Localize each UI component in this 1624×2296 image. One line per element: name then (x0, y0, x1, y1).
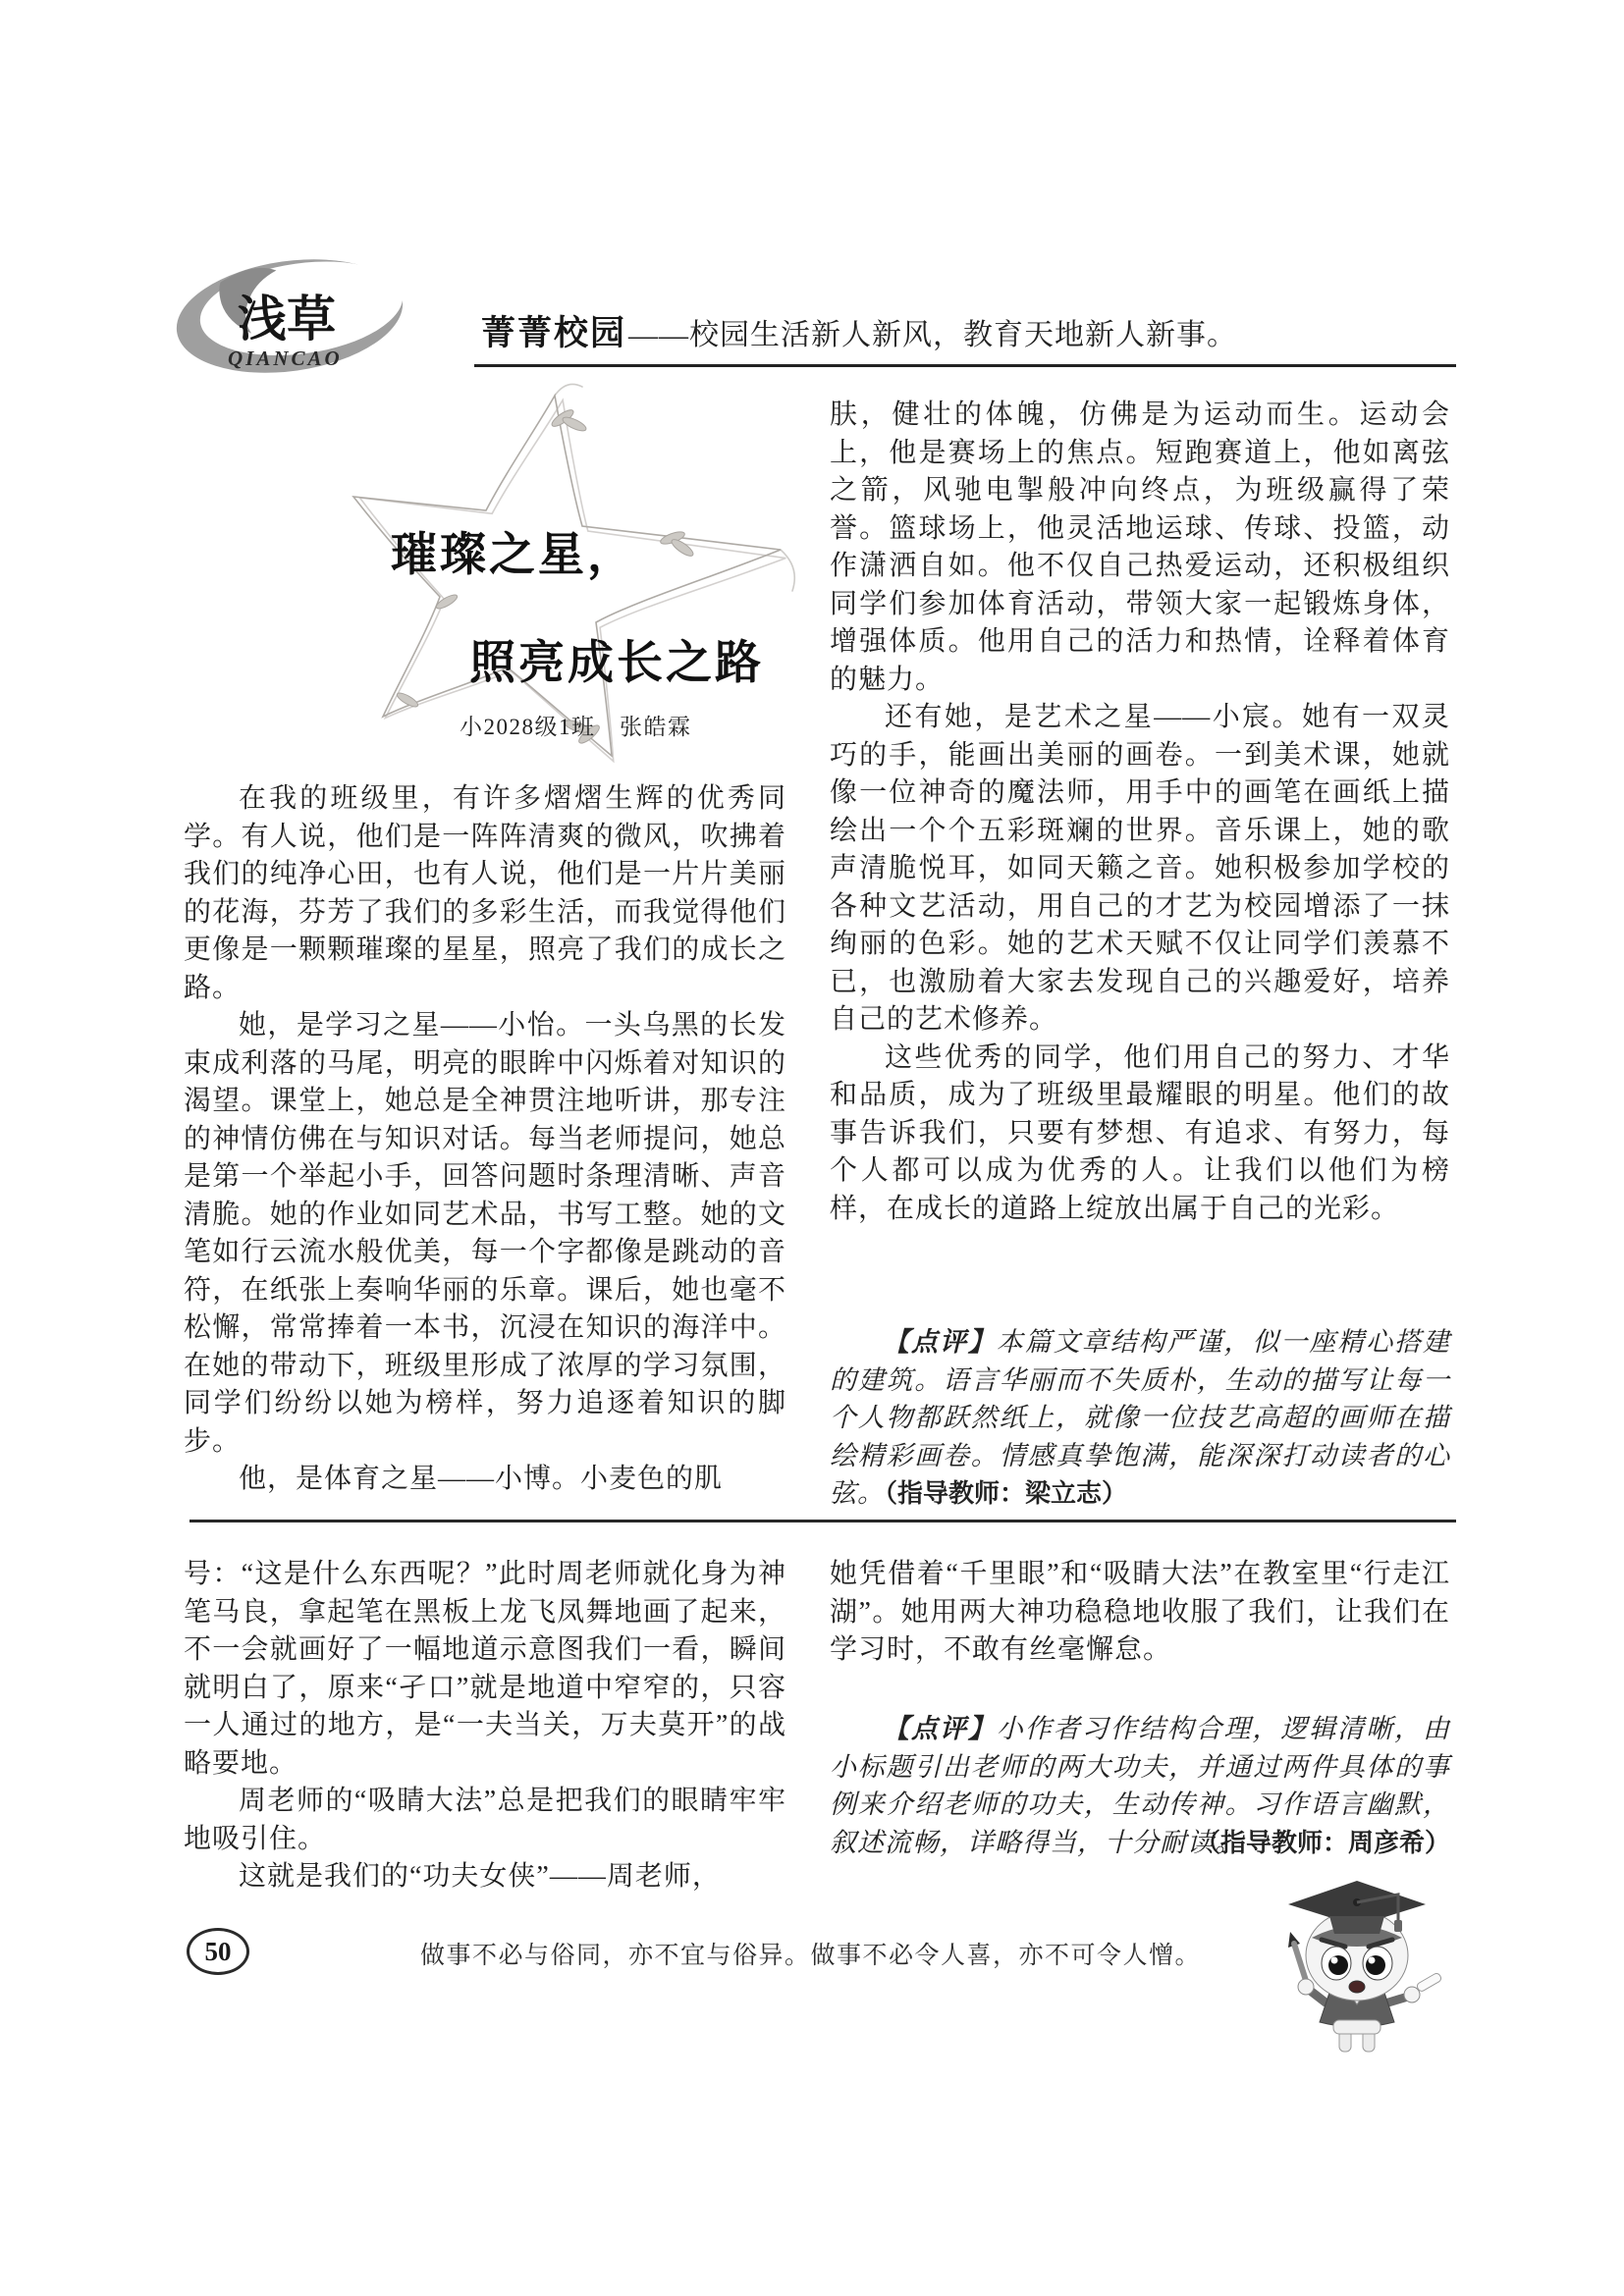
section-header (481, 306, 1463, 355)
qiancao-logo (167, 255, 422, 388)
article1-right-column (830, 397, 1450, 1228)
article-title-line2: 照亮成长之路 (469, 638, 764, 689)
paragraph: 在我的班级里，有许多熠熠生辉的优秀同学。有人说，他们是一阵阵清爽的微风，吹拂着我们的纯净心田，也有人说，他们是一片片美丽的花海，芬芳了我们的多彩生活，而我觉得他们更像是一颗颗璀璨的星星，照亮了我们的成长之路。 (184, 783, 786, 1003)
teacher-credit: （指导教师：周彦希） (1194, 1827, 1450, 1857)
paragraph: 他，是体育之星——小博。小麦色的肌 (239, 1464, 724, 1494)
mascot-graduate-icon (1239, 1873, 1475, 2059)
paragraph: 还有她，是艺术之星——小宸。她有一双灵巧的手，能画出美丽的画卷。一到美术课，她就像一位神奇的魔法师，用手中的画笔在画纸上描绘出一个个五彩斑斓的世界。音乐课上，她的歌声清脆悦耳，如同天籁之音。她积极参加学校的各种文艺活动，用自己的才艺为校园增添了一抹绚丽的色彩。她的艺术天赋不仅让同学们羡慕不已，也激励着大家去发现自己的兴趣爱好，培养自己的艺术修养。 (830, 702, 1450, 1035)
footer-quote: 做事不必与俗同，亦不宜与俗异。做事不必令人喜，亦不可令人憎。 (420, 1943, 1202, 1969)
section-tagline: ——校园生活新人新风，教育天地新人新事。 (628, 319, 1238, 351)
comment-label: 【点评】 (883, 1327, 997, 1357)
section-divider (189, 1520, 1456, 1522)
page-number-badge: 50 (187, 1928, 249, 1975)
logo-cn-text: 浅草 (238, 292, 336, 347)
paragraph: 周老师的“吸睛大法”总是把我们的眼睛牢牢地吸引住。 (184, 1786, 786, 1854)
logo-en-text: QIANCAO (228, 347, 343, 370)
logo-swoosh-icon (167, 255, 422, 388)
header-rule (474, 364, 1456, 367)
paragraph: 这就是我们的“功夫女侠”——周老师， (239, 1861, 721, 1892)
article1-left-column (184, 780, 786, 1499)
article-byline: 小2028级1班 张皓霖 (460, 715, 692, 739)
article2-left-column (184, 1556, 786, 1896)
paragraph: 肤，健壮的体魄，仿佛是为运动而生。运动会上，他是赛场上的焦点。短跑赛道上，他如离弦之箭，风驰电掣般冲向终点，为班级赢得了荣誉。篮球场上，他灵活地运球、传球、投篮，动作潇洒自如。他不仅自己热爱运动，还积极组织同学们参加体育活动，带领大家一起锻炼身体，增强体质。他用自己的活力和热情，诠释着体育的魅力。 (830, 400, 1450, 695)
paragraph: 她凭借着“千里眼”和“吸睛大法”在教室里“行走江湖”。她用两大神功稳稳地收服了我们，让我们在学习时，不敢有丝毫懈怠。 (830, 1559, 1450, 1665)
paragraph: 这些优秀的同学，他们用自己的努力、才华和品质，成为了班级里最耀眼的明星。他们的故事告诉我们，只要有梦想、有追求、有努力，每个人都可以成为优秀的人。让我们以他们为榜样，在成长的道路上绽放出属于自己的光彩。 (830, 1041, 1450, 1224)
comment-body: 本篇文章结构严谨，似一座精心搭建的建筑。语言华丽而不失质朴，生动的描写让每一个人物都跃然纸上，就像一位技艺高超的画师在描绘精彩画卷。情感真挚饱满，能深深打动读者的心弦。 (830, 1327, 1451, 1508)
section-title: 菁菁校园 (481, 314, 627, 352)
article2-comment (830, 1710, 1450, 1861)
paragraph: 她，是学习之星——小怡。一头乌黑的长发束成利落的马尾，明亮的眼眸中闪烁着对知识的渴望。课堂上，她总是全神贯注地听讲，那专注的神情仿佛在与知识对话。每当老师提问，她总是第一个举起小手，回答问题时条理清晰、声音清脆。她的作业如同艺术品，书写工整。她的文笔如行云流水般优美，每一个字都像是跳动的音符，在纸张上奏响华丽的乐章。课后，她也毫不松懈，常常捧着一本书，沉浸在知识的海洋中。在她的带动下，班级里形成了浓厚的学习氛围，同学们纷纷以她为榜样，努力追逐着知识的脚步。 (184, 1010, 786, 1457)
comment-label: 【点评】 (883, 1714, 997, 1743)
article1-comment (830, 1323, 1450, 1513)
article-title-line1: 璀璨之星， (391, 530, 636, 581)
article2-right-column (830, 1556, 1450, 1670)
paragraph: 号：“这是什么东西呢？”此时周老师就化身为神笔马良，拿起笔在黑板上龙飞凤舞地画了起来，不一会就画好了一幅地道示意图我们一看，瞬间就明白了，原来“孑口”就是地道中窄窄的，只容一人通过的地方，是“一夫当关，万夫莫开”的战略要地。 (184, 1559, 786, 1779)
teacher-credit: （指导教师：梁立志） (885, 1478, 1128, 1508)
comment-body: 小作者习作结构合理，逻辑清晰，由小标题引出老师的两大功夫，并通过两件具体的事例来介绍老师的功夫，生动传神。习作语言幽默，叙述流畅，详略得当，十分耐读。 (830, 1714, 1451, 1857)
